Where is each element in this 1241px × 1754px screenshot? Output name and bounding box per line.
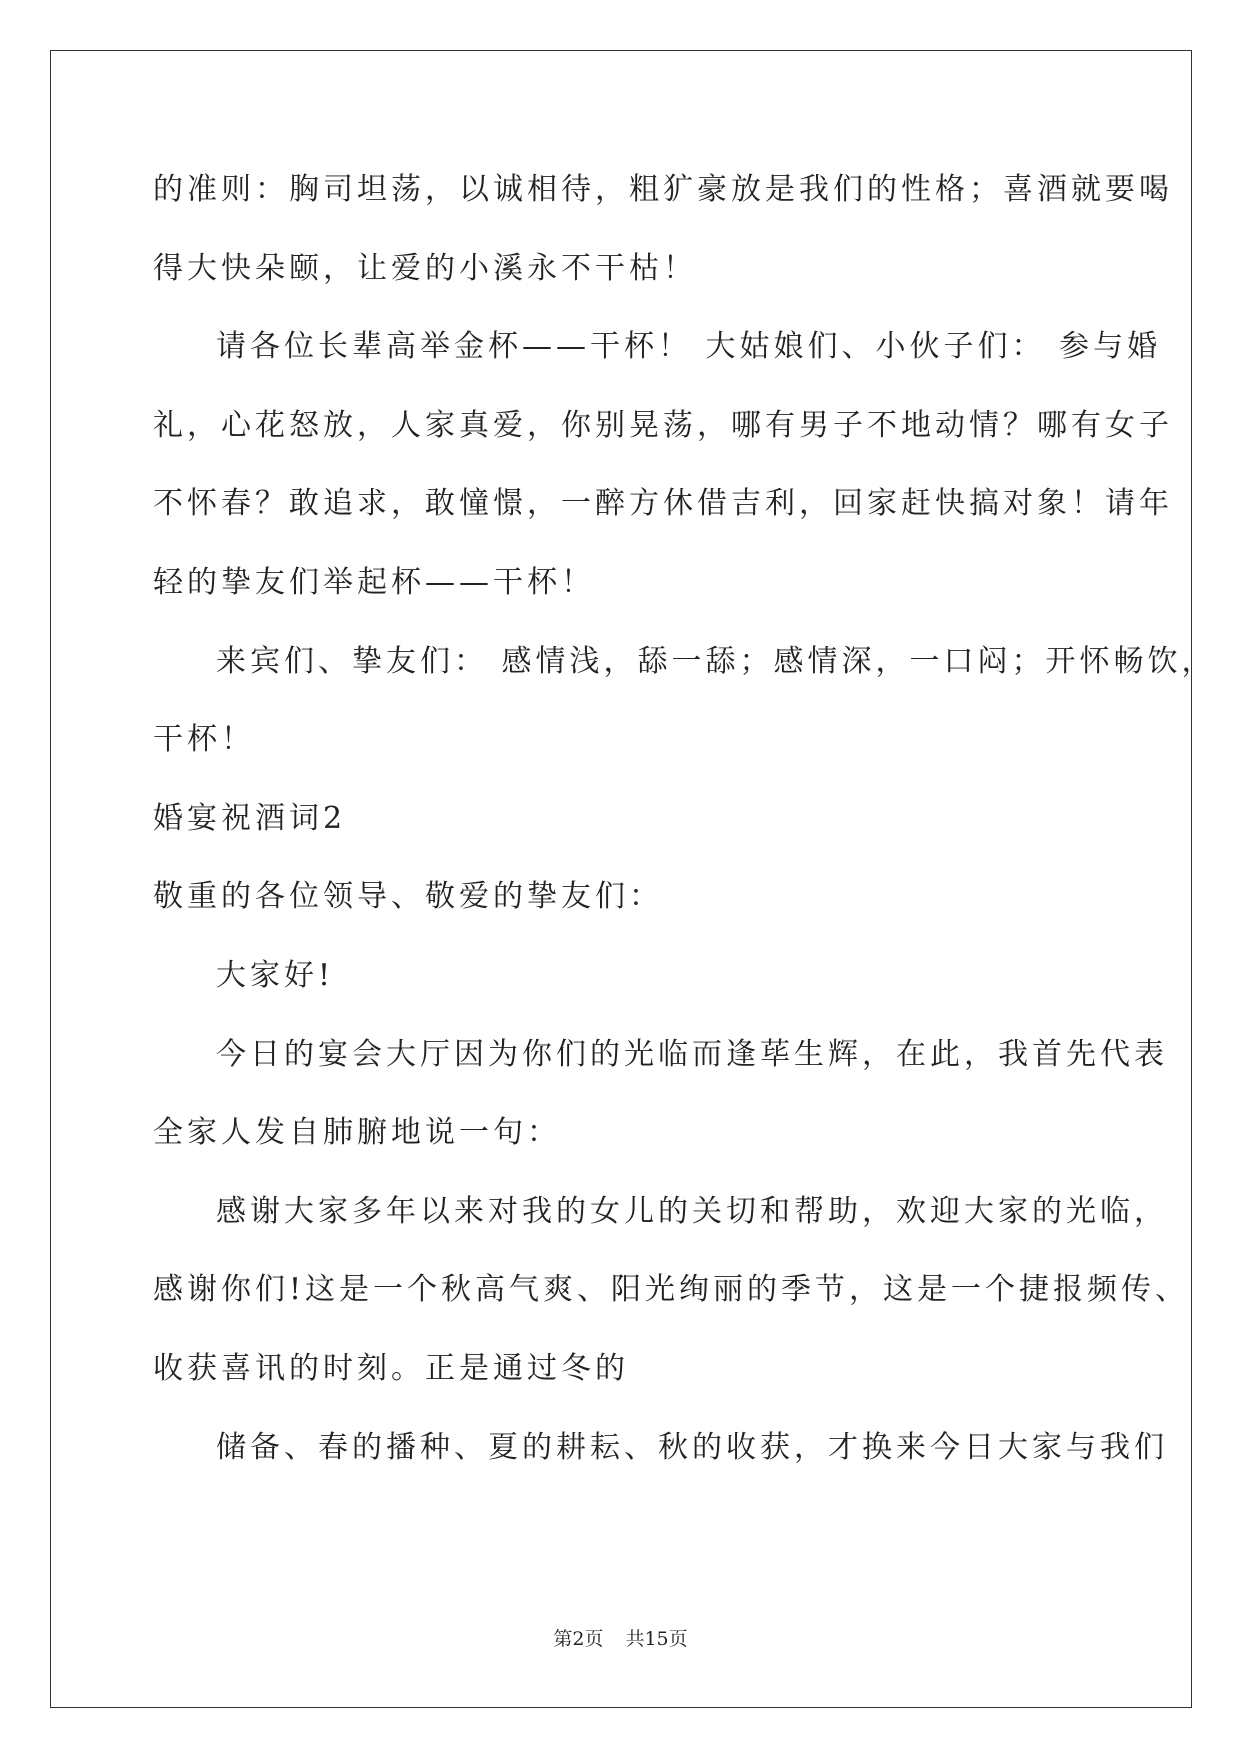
body-line: 感谢你们!这是一个秋高气爽、阳光绚丽的季节，这是一个捷报频传、 (153, 1272, 1190, 1308)
body-line: 全家人发自肺腑地说一句： (153, 1115, 561, 1151)
body-line: 干杯！ (153, 722, 255, 758)
body-line: 收获喜讯的时刻。正是通过冬的 (153, 1351, 629, 1386)
body-line: 得大快朵颐，让爱的小溪永不干枯！ (153, 250, 697, 286)
body-line: 的准则：胸司坦荡，以诚相待，粗犷豪放是我们的性格；喜酒就要喝 (153, 172, 1173, 207)
body-line: 感谢大家多年以来对我的女儿的关切和帮助，欢迎大家的光临， (216, 1193, 1168, 1229)
salutation: 敬重的各位领导、敬爱的挚友们： (153, 879, 663, 915)
body-line: 来宾们、挚友们： 感情浅，舔一舔；感情深，一口闷；开怀畅饮， (216, 643, 1216, 679)
body-line: 请各位长辈高举金杯——干杯！ 大姑娘们、小伙子们： 参与婚 (216, 329, 1162, 365)
section-heading: 婚宴祝酒词2 (153, 800, 347, 836)
page-number: 第2页 (553, 1628, 604, 1650)
body-line: 礼，心花怒放，人家真爱，你别晃荡，哪有男子不地动情？哪有女子 (153, 407, 1173, 443)
body-line: 不怀春？敢追求，敢憧憬，一醉方休借吉利，回家赶快搞对象！请年 (153, 486, 1173, 522)
greeting: 大家好! (216, 958, 335, 993)
page-footer (0, 1627, 1241, 1651)
body-line: 今日的宴会大厅因为你们的光临而逢荜生辉，在此，我首先代表 (216, 1036, 1168, 1072)
body-line: 轻的挚友们举起杯——干杯！ (153, 565, 595, 600)
body-line: 储备、春的播种、夏的耕耘、秋的收获，才换来今日大家与我们 (216, 1429, 1168, 1465)
page-total: 共15页 (625, 1628, 688, 1650)
